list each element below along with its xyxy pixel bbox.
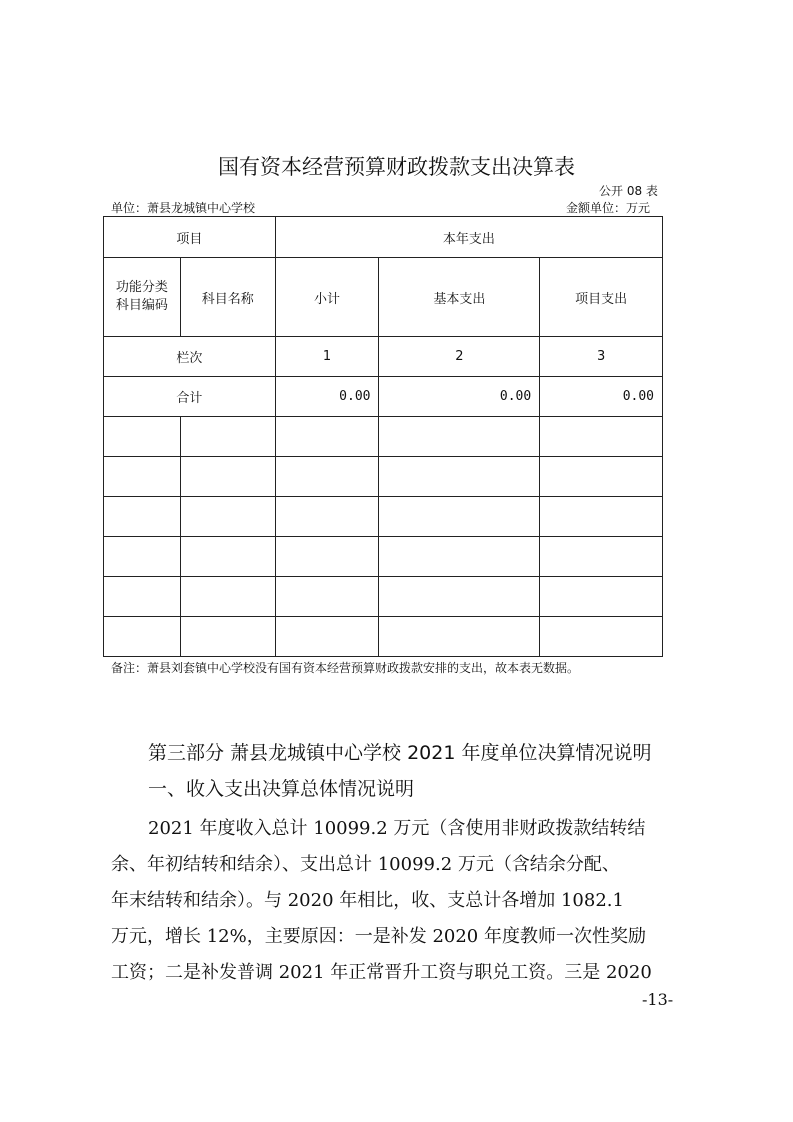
budget-table — [103, 216, 663, 657]
column-number-2: 2 — [379, 337, 540, 377]
table-cell — [275, 457, 379, 497]
paragraph-line-2: 余、年初结转和结余）、支出总计 10099.2 万元（含结余分配、 — [111, 854, 620, 875]
table-cell — [275, 617, 379, 657]
table-note: 备注：萧县刘套镇中心学校没有国有资本经营预算财政拨款安排的支出，故本表无数据。 — [111, 661, 580, 675]
table-cell — [379, 537, 540, 577]
header-subject-name: 科目名称 — [180, 258, 275, 337]
header-code-line1: 功能分类 — [115, 280, 168, 295]
table-title: 国有资本经营预算财政拨款支出决算表 — [218, 155, 575, 179]
section-heading: 第三部分 萧县龙城镇中心学校 2021 年度单位决算情况说明 — [148, 742, 652, 764]
table-cell — [180, 577, 275, 617]
table-cell — [104, 537, 181, 577]
table-row — [104, 457, 663, 497]
table-cell — [180, 417, 275, 457]
table-cell — [275, 497, 379, 537]
table-cell — [275, 537, 379, 577]
column-number-1: 1 — [275, 337, 379, 377]
table-cell — [379, 457, 540, 497]
table-cell — [104, 457, 181, 497]
table-number: 公开 08 表 — [599, 184, 658, 198]
total-basic: 0.00 — [379, 377, 540, 417]
table-cell — [540, 497, 663, 537]
header-item: 项目 — [104, 217, 276, 258]
table-cell — [180, 457, 275, 497]
paragraph-line-5: 工资；二是补发普调 2021 年正常晋升工资与职兑工资。三是 2020 — [111, 962, 652, 983]
paragraph-line-1: 2021 年度收入总计 10099.2 万元（含使用非财政拨款结转结 — [148, 818, 646, 839]
table-cell — [180, 537, 275, 577]
table-cell — [180, 497, 275, 537]
table-cell — [275, 577, 379, 617]
table-cell — [540, 537, 663, 577]
table-cell — [540, 417, 663, 457]
paragraph-line-3: 年末结转和结余）。与 2020 年相比，收、支总计各增加 1082.1 — [111, 890, 624, 911]
table-cell — [379, 577, 540, 617]
header-code-line2: 科目编码 — [115, 298, 168, 313]
row-column-label: 栏次 — [104, 337, 276, 377]
column-number-3: 3 — [540, 337, 663, 377]
table-cell — [379, 417, 540, 457]
header-function-code — [104, 258, 181, 337]
page-number: -13- — [642, 990, 674, 1009]
table-row — [104, 537, 663, 577]
paragraph-line-4: 万元，增长 12%，主要原因：一是补发 2020 年度教师一次性奖励 — [111, 926, 646, 947]
table-cell — [104, 497, 181, 537]
currency-unit: 金额单位：万元 — [566, 201, 651, 215]
table-cell — [104, 417, 181, 457]
table-cell — [104, 617, 181, 657]
header-basic: 基本支出 — [379, 258, 540, 337]
table-cell — [540, 457, 663, 497]
table-cell — [540, 577, 663, 617]
table-row — [104, 417, 663, 457]
table-cell — [104, 577, 181, 617]
total-label: 合计 — [104, 377, 276, 417]
table-cell — [180, 617, 275, 657]
total-subtotal: 0.00 — [275, 377, 379, 417]
table-cell — [540, 617, 663, 657]
table-row — [104, 497, 663, 537]
unit-name: 单位：萧县龙城镇中心学校 — [111, 201, 256, 215]
table-row — [104, 617, 663, 657]
header-subtotal: 小计 — [275, 258, 379, 337]
total-project: 0.00 — [540, 377, 663, 417]
header-year-expense: 本年支出 — [275, 217, 662, 258]
table-cell — [275, 417, 379, 457]
table-row — [104, 577, 663, 617]
table-cell — [379, 617, 540, 657]
table-cell — [379, 497, 540, 537]
header-project: 项目支出 — [540, 258, 663, 337]
subsection-heading: 一、收入支出决算总体情况说明 — [148, 778, 415, 800]
